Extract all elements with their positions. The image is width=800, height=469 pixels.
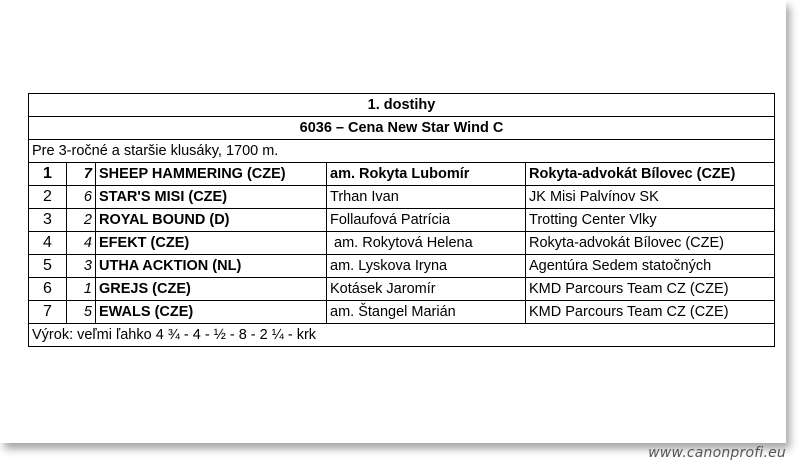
place-cell: 5 [29, 255, 67, 278]
place-cell: 2 [29, 186, 67, 209]
race-verdict: Výrok: veľmi ľahko 4 ¾ - 4 - ½ - 8 - 2 ¼ - krk [29, 324, 775, 347]
stable-cell: KMD Parcours Team CZ (CZE) [526, 278, 775, 301]
driver-cell: am. Lyskova Iryna [327, 255, 526, 278]
table-row [29, 232, 775, 255]
race-title: 1. dostihy [29, 94, 775, 117]
stable-cell: Rokyta-advokát Bílovec (CZE) [526, 163, 775, 186]
horse-cell: GREJS (CZE) [96, 278, 327, 301]
driver-cell: Kotásek Jaromír [327, 278, 526, 301]
driver-cell: Trhan Ivan [327, 186, 526, 209]
table-row [29, 255, 775, 278]
race-conditions: Pre 3-ročné a staršie klusáky, 1700 m. [29, 140, 775, 163]
horse-cell: UTHA ACKTION (NL) [96, 255, 327, 278]
horse-cell: EWALS (CZE) [96, 301, 327, 324]
watermark: www.canonprofi.eu [648, 445, 786, 461]
driver-cell: am. Rokyta Lubomír [327, 163, 526, 186]
place-cell: 1 [29, 163, 67, 186]
table-row [29, 163, 775, 186]
place-cell: 6 [29, 278, 67, 301]
stable-cell: Rokyta-advokát Bílovec (CZE) [526, 232, 775, 255]
driver-cell: am. Štangel Marián [327, 301, 526, 324]
driver-cell: Follaufová Patrícia [327, 209, 526, 232]
number-cell: 7 [67, 163, 96, 186]
table-row [29, 186, 775, 209]
number-cell: 2 [67, 209, 96, 232]
stable-cell: Agentúra Sedem statočných [526, 255, 775, 278]
number-cell: 5 [67, 301, 96, 324]
table-row [29, 278, 775, 301]
race-name: 6036 – Cena New Star Wind C [29, 117, 775, 140]
table-row [29, 301, 775, 324]
horse-cell: EFEKT (CZE) [96, 232, 327, 255]
stable-cell: KMD Parcours Team CZ (CZE) [526, 301, 775, 324]
stable-cell: Trotting Center Vlky [526, 209, 775, 232]
stable-cell: JK Misi Palvínov SK [526, 186, 775, 209]
horse-cell: ROYAL BOUND (D) [96, 209, 327, 232]
number-cell: 1 [67, 278, 96, 301]
table-row [29, 209, 775, 232]
horse-cell: STAR'S MISI (CZE) [96, 186, 327, 209]
number-cell: 3 [67, 255, 96, 278]
place-cell: 4 [29, 232, 67, 255]
horse-cell: SHEEP HAMMERING (CZE) [96, 163, 327, 186]
number-cell: 6 [67, 186, 96, 209]
driver-cell: am. Rokytová Helena [327, 232, 526, 255]
race-results-table [28, 93, 775, 347]
place-cell: 7 [29, 301, 67, 324]
place-cell: 3 [29, 209, 67, 232]
number-cell: 4 [67, 232, 96, 255]
